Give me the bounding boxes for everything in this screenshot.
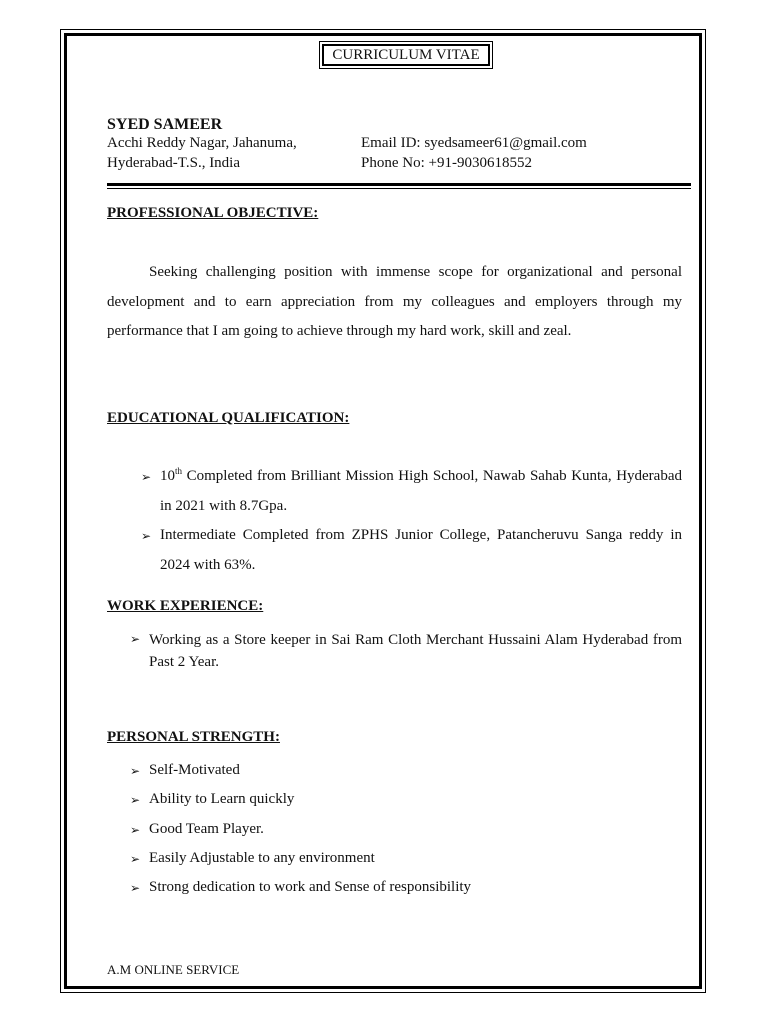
strength-item-4: Easily Adjustable to any environment [149, 849, 375, 866]
phone: Phone No: +91-9030618552 [361, 155, 532, 171]
title-box [319, 41, 493, 69]
strength-item-1: Self-Motivated [149, 762, 240, 778]
strength-heading: PERSONAL STRENGTH: [107, 729, 280, 745]
arrow-bullet-icon: ➢ [141, 470, 152, 484]
arrow-bullet-icon: ➢ [130, 764, 141, 778]
arrow-bullet-icon: ➢ [141, 529, 152, 543]
list-item [141, 462, 682, 522]
address-line-2: Hyderabad-T.S., India [107, 155, 241, 171]
objective-text: Seeking challenging position with immense scope for organizational and personal development and to earn appreciation from my colleagues and employers through my performance that I am going to achieve through my hard work, skill and zeal. [107, 264, 682, 339]
footer-text: A.M ONLINE SERVICE [107, 962, 240, 977]
email: Email ID: syedsameer61@gmail.com [361, 135, 587, 151]
arrow-bullet-icon: ➢ [130, 851, 141, 866]
header-rule-thin [107, 188, 691, 189]
arrow-bullet-icon: ➢ [130, 793, 141, 808]
candidate-name: SYED SAMEER [107, 116, 223, 133]
address-line-1: Acchi Reddy Nagar, Jahanuma, [107, 135, 297, 151]
objective-heading: PROFESSIONAL OBJECTIVE: [107, 205, 319, 221]
strength-item-3: Good Team Player. [149, 820, 264, 837]
list-item [130, 629, 682, 675]
header-rule-thick [107, 183, 691, 186]
arrow-bullet-icon: ➢ [130, 822, 141, 837]
strength-item-5: Strong dedication to work and Sense of responsibility [149, 879, 472, 896]
work-item-1: Working as a Store keeper in Sai Ram Cloth Merchant Hussaini Alam Hyderabad from Past 2 Year. [149, 632, 682, 670]
work-heading: WORK EXPERIENCE: [107, 598, 264, 614]
education-item-2: Intermediate Completed from ZPHS Junior College, Patancheruvu Sanga reddy in 2024 with 63%. [160, 527, 682, 573]
strength-item-2: Ability to Learn quickly [149, 791, 295, 808]
education-heading: EDUCATIONAL QUALIFICATION: [107, 410, 350, 426]
arrow-bullet-icon: ➢ [130, 881, 141, 896]
list-item [141, 521, 682, 581]
arrow-bullet-icon: ➢ [130, 632, 141, 646]
education-item-1: 10th Completed from Brilliant Mission High School, Nawab Sahab Kunta, Hyderabad in 2021 with 8.7Gpa. [160, 466, 682, 514]
document-title: CURRICULUM VITAE [322, 44, 490, 66]
